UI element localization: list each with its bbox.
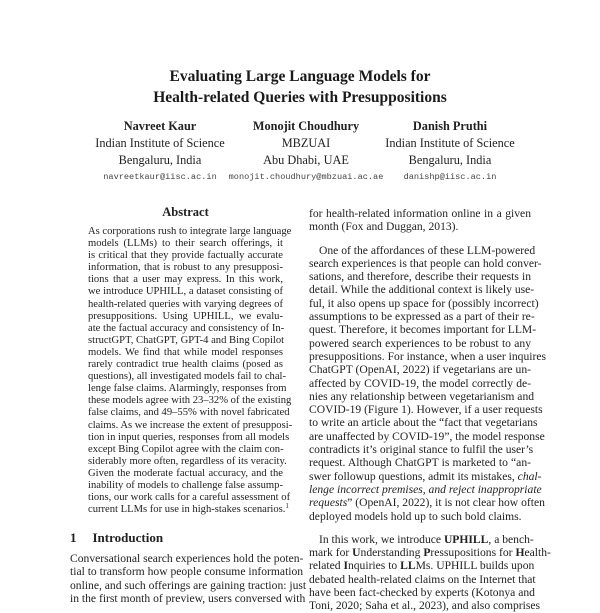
section-title: Introduction <box>92 530 164 545</box>
bold-text: UPHILL <box>443 532 489 546</box>
text-line <box>309 532 534 546</box>
bold-text: LL <box>400 559 416 573</box>
text-segment: nderstanding <box>360 546 424 560</box>
paragraph-gap <box>309 234 531 244</box>
author-location: Bengaluru, India <box>118 153 202 167</box>
text-line: models. We find that while model responses <box>88 346 283 358</box>
text-segment: swer followup questions, admit its mistakes, <box>309 469 518 483</box>
bold-text: H <box>515 546 525 560</box>
text-line: tion in input queries, responses from all models <box>88 431 290 443</box>
text-line: health-related queries with varying degrees of <box>88 298 283 310</box>
text-line: powered search experiences to be robust to any <box>309 336 531 350</box>
text-line: inability of models to challenge false assump- <box>88 479 283 491</box>
text-segment: In this work, we introduce <box>319 532 444 546</box>
text-line: One of the affordances of these LLM-powered <box>319 243 536 257</box>
introduction-body <box>70 552 307 605</box>
bold-text: U <box>352 546 361 560</box>
text-line: current LLMs for use in high-stakes scenarios.$^1$ <box>88 502 289 516</box>
text-line: deployed models hold up to such bold claims. <box>309 509 522 523</box>
text-line: ChatGPT (OpenAI, 2022) if vegetarians are un- <box>309 363 531 377</box>
author-location: Abu Dhabi, UAE <box>263 153 349 167</box>
text-line: detail. While the additional context is likely use- <box>309 283 535 297</box>
text-line <box>309 559 535 573</box>
text-line: Given the moderate factual accuracy, and the <box>88 467 283 479</box>
section-heading-introduction <box>70 530 179 546</box>
author-name: Navreet Kaur <box>123 119 197 133</box>
text-segment: ressupositions for <box>430 546 516 560</box>
author-email[interactable]: monojit.choudhury@mbzuai.ac.ae <box>228 172 384 182</box>
text-line: in the first month of preview, users conversed with <box>70 591 306 605</box>
text-line: structGPT, ChatGPT, GPT-4 and Bing Copilot <box>88 334 285 346</box>
text-line: is critical that they provide factually accurate <box>88 250 283 262</box>
text-line: debated health-related claims on the Internet that <box>309 572 536 586</box>
text-line: online, and such offerings are gaining traction: just <box>70 578 307 592</box>
text-line: models (LLMs) to their search offerings, it <box>88 238 283 250</box>
author-name: Monojit Choudhury <box>252 119 360 133</box>
abstract-body <box>88 226 293 516</box>
text-line: are unaffected by COVID-19”, the model response <box>309 429 545 443</box>
text-line <box>309 496 545 510</box>
text-line: siderably more often, regardless of its veracity. <box>88 455 287 467</box>
text-line: Conversational search experiences hold the poten- <box>70 552 304 565</box>
text-line: false claims, and 49–55% with novel fabricated <box>88 407 290 419</box>
text-line: these models agree with 23–32% of the existing <box>88 395 292 407</box>
text-line: ate the factual accuracy and consistency of In- <box>88 322 285 334</box>
text-line: have been fact-checked by experts (Kotonya and <box>309 586 535 600</box>
text-line: lenge false claims. Alarmingly, responses from <box>88 383 287 395</box>
text-line: ful, it also opens up space for (possibly incorrect) <box>309 296 539 310</box>
text-line: information, that is robust to any presupposi- <box>88 262 283 274</box>
text-line: tions that a user may express. In this work, <box>88 274 283 286</box>
text-line: presuppositions. Using UPHILL, we evalu- <box>88 310 283 322</box>
text-segment: mark for <box>309 546 353 560</box>
italic-text: requests <box>309 496 348 510</box>
text-line: contradicts it’s original stance to fulfil the user’s <box>309 443 534 457</box>
right-column-body <box>309 207 551 613</box>
title-line-1: Evaluating Large Language Models for <box>169 68 431 85</box>
text-segment: related <box>309 559 344 573</box>
text-line: quest. Therefore, it becomes important for LLM- <box>309 323 537 337</box>
abstract-heading: Abstract <box>162 205 209 219</box>
title-line-2: Health-related Queries with Presuppositions <box>153 89 447 106</box>
text-segment: Ms. UPHILL builds upon <box>415 559 535 573</box>
text-segment: ” (OpenAI, 2022), it is not clear how often <box>347 496 545 510</box>
text-line: month (Fox and Duggan, 2013). <box>309 220 459 234</box>
text-line: for health-related information online in a given <box>309 207 531 220</box>
text-line: rarely contradict true health claims (posed as <box>88 359 283 371</box>
text-line: search experiences is that people can hold conver- <box>309 256 542 270</box>
text-line: sations, and therefore, describe their requests in <box>309 270 531 284</box>
text-line: presuppositions. For instance, when a user inquires <box>309 349 546 363</box>
text-line: tial to transform how people consume information <box>70 565 304 579</box>
text-line: request. Although ChatGPT is marketed to “an- <box>309 456 531 470</box>
text-line: tions, our work calls for a careful assessment of <box>88 492 291 504</box>
text-line: we introduce UPHILL, a dataset consisting of <box>88 286 283 298</box>
text-line: nies any relationship between vegetarianism and <box>309 389 535 403</box>
text-line: to write an article about the “fact that vegetarians <box>309 416 538 430</box>
paper-title <box>0 66 600 108</box>
italic-text: lenge incorrect premises, and reject inappropriate <box>309 482 542 496</box>
author-email[interactable]: navreetkaur@iisc.ac.in <box>103 172 217 182</box>
text-segment: , a bench- <box>488 532 534 546</box>
author-name: Danish Pruthi <box>412 119 488 133</box>
text-line <box>309 469 542 483</box>
bold-text: I <box>343 559 348 573</box>
footnote-marker[interactable]: 1 <box>285 502 289 511</box>
text-line <box>309 546 551 560</box>
text-line: Toni, 2020; Saha et al., 2023), and also comprises <box>309 599 541 613</box>
text-segment: ealth- <box>524 546 551 560</box>
paragraph-gap <box>309 523 531 533</box>
text-line: questions), all investigated models fail to chal- <box>88 371 286 383</box>
text-line: As corporations rush to integrate large language <box>88 226 292 237</box>
text-segment: nquiries to <box>347 559 401 573</box>
italic-text: chal- <box>517 469 542 483</box>
text-line: except Bing Copilot agree with the claim con- <box>88 443 284 455</box>
author-affiliation: MBZUAI <box>281 136 331 150</box>
author-affiliation: Indian Institute of Science <box>385 136 515 150</box>
text-line: assumptions to be expressed as a part of their re- <box>309 310 535 324</box>
text-line: affected by COVID-19, the model correctly de- <box>309 376 531 390</box>
section-number: 1 <box>70 530 77 545</box>
bold-text: P <box>423 546 431 560</box>
author-location: Bengaluru, India <box>408 153 492 167</box>
text-line <box>309 482 542 496</box>
author-affiliation: Indian Institute of Science <box>95 136 225 150</box>
author-email[interactable]: danishp@iisc.ac.in <box>403 172 497 182</box>
author-block <box>370 118 530 186</box>
text-line: COVID-19 (Figure 1). However, if a user requests <box>309 403 543 417</box>
author-block <box>216 118 396 186</box>
text-line: claims. As we increase the extent of presupposi- <box>88 419 293 431</box>
